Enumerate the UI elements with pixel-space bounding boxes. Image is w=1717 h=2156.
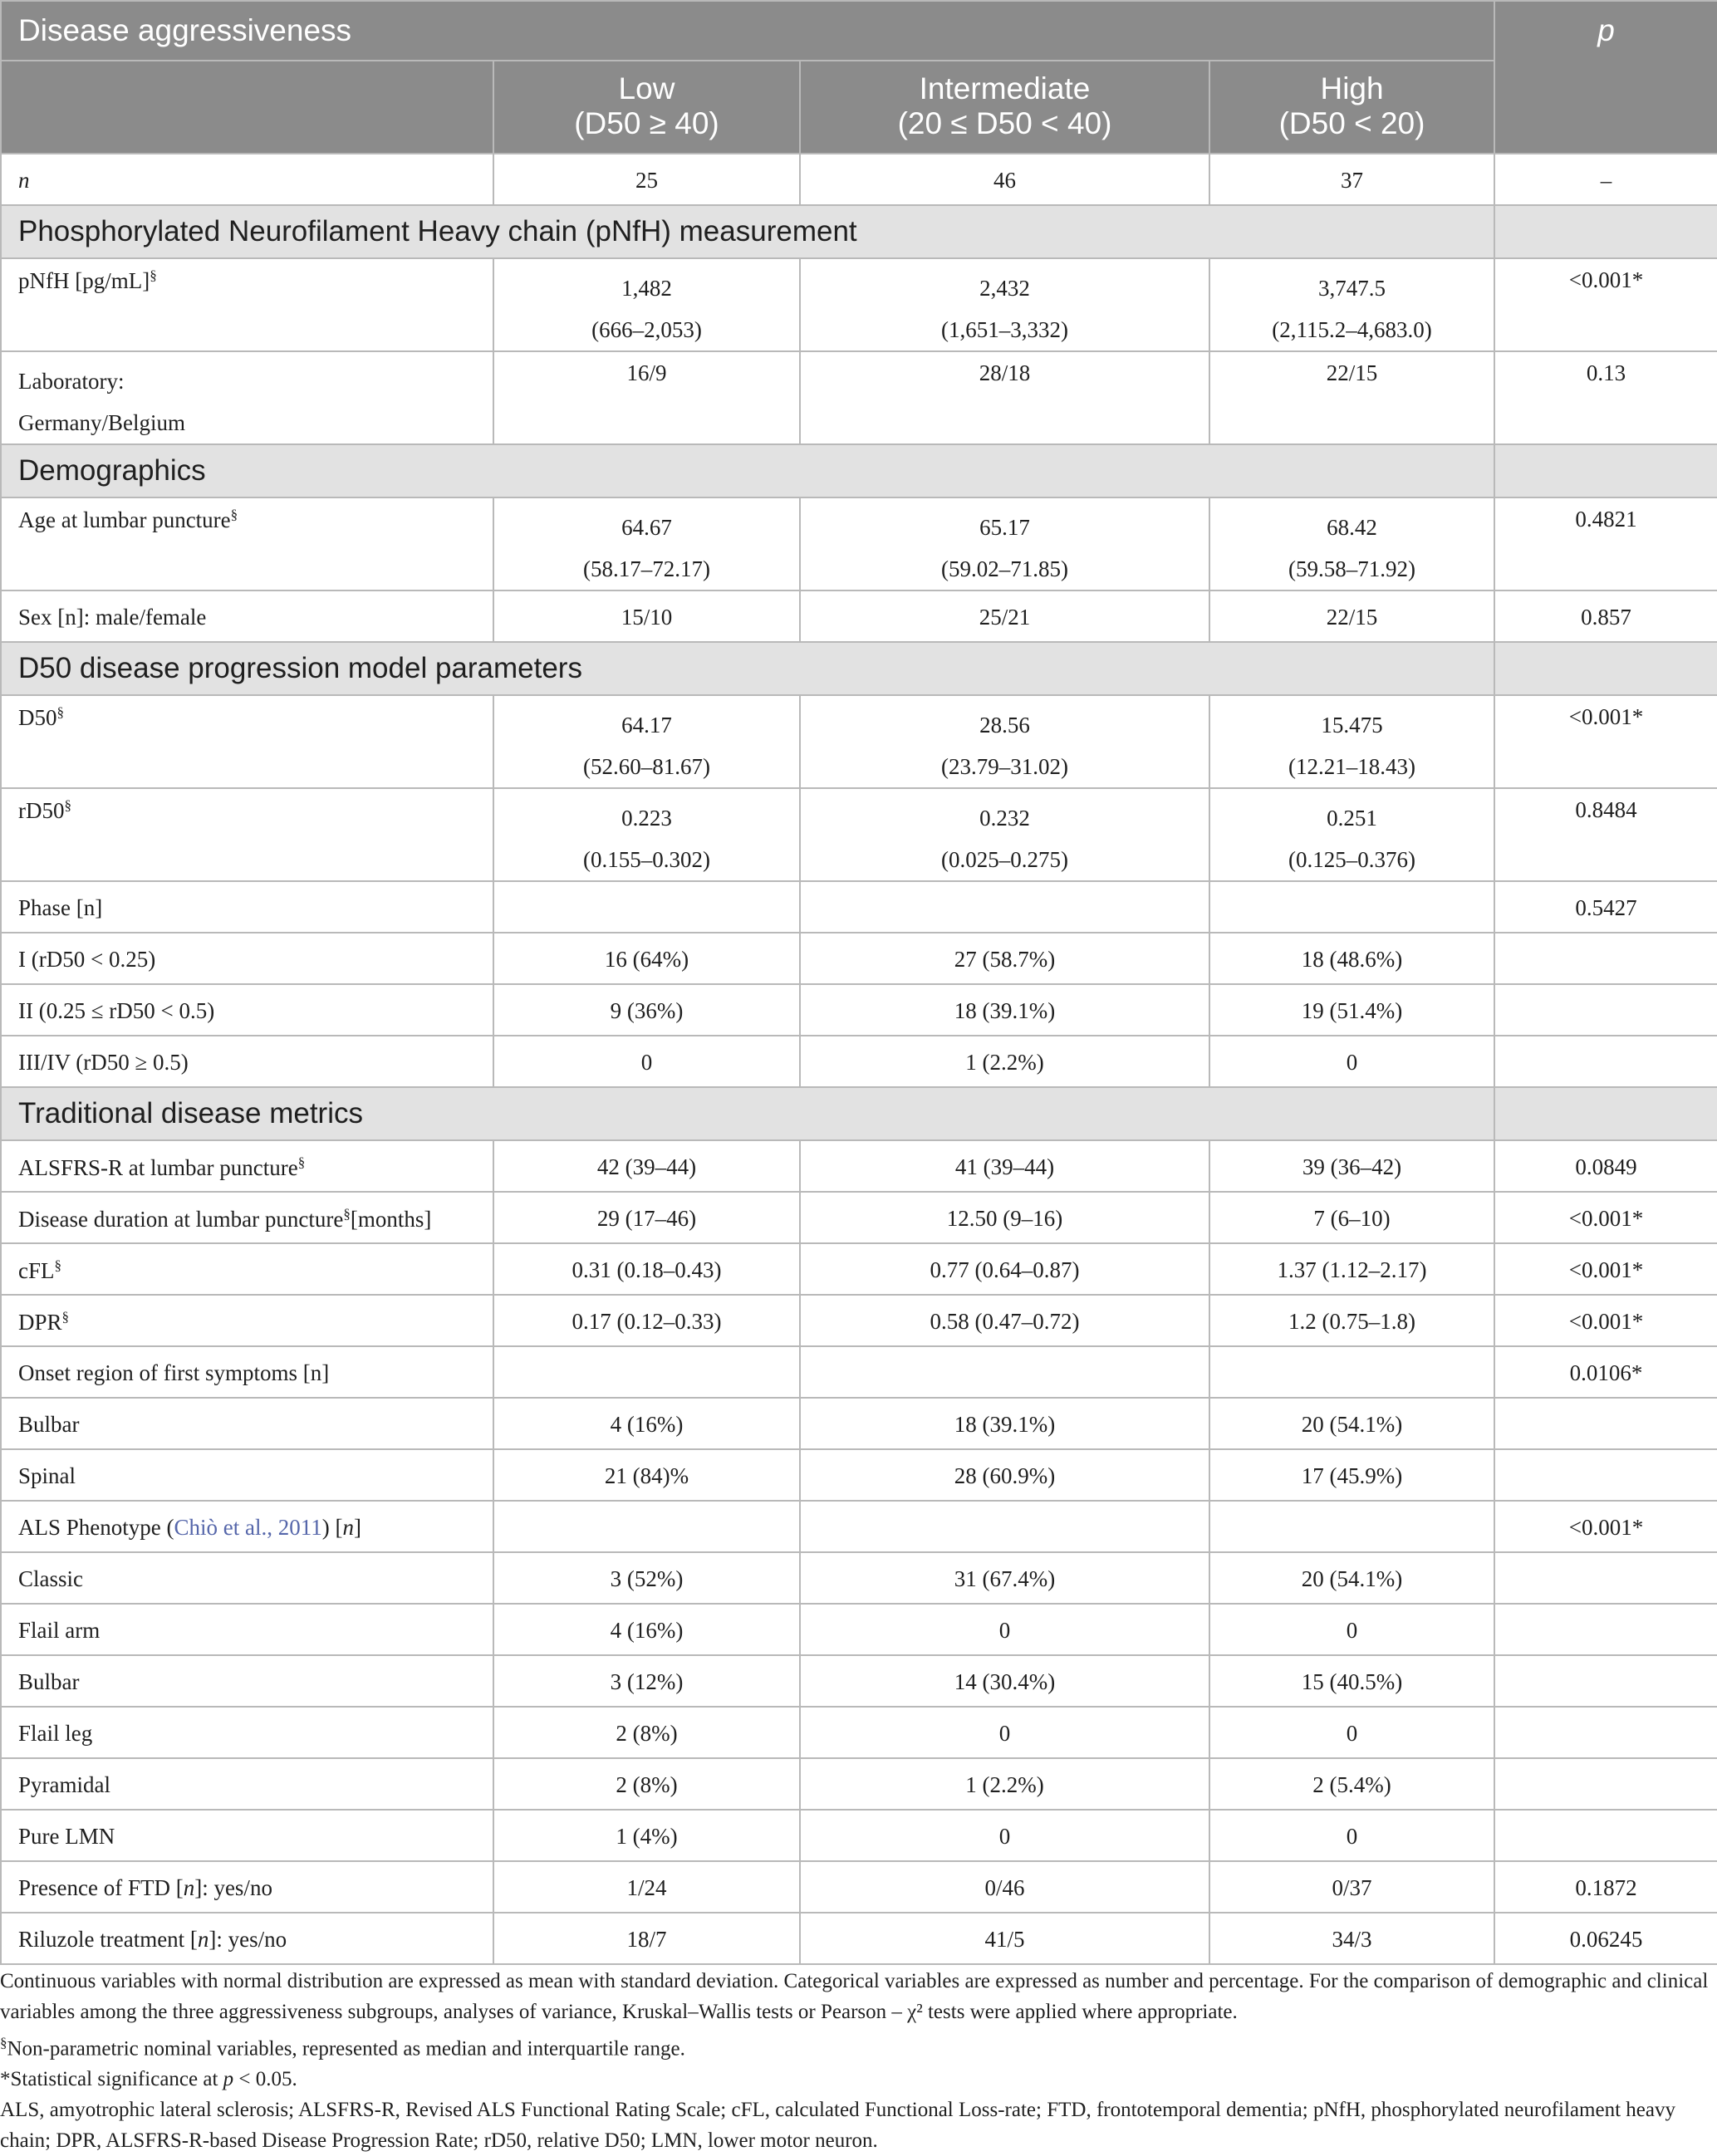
cell: 64.67 (58.17–72.17) (493, 497, 800, 590)
citation-link[interactable]: Chiò et al., 2011 (174, 1515, 322, 1540)
cell (1494, 1398, 1717, 1449)
cell: 18 (39.1%) (800, 1398, 1209, 1449)
footnote-significance: *Statistical significance at p < 0.05. (0, 2068, 297, 2091)
row-label: Bulbar (1, 1398, 493, 1449)
cell: 65.17 (59.02–71.85) (800, 497, 1209, 590)
row-label: Bulbar (1, 1655, 493, 1707)
cell: 21 (84)% (493, 1449, 800, 1501)
footnote-nonparametric: §Non-parametric nominal variables, represented as median and interquartile range. (0, 2035, 685, 2060)
cell: 4 (16%) (493, 1398, 800, 1449)
section-header-traditional (1, 1087, 1717, 1140)
cell: 0.77 (0.64–0.87) (800, 1243, 1209, 1295)
cell (493, 881, 800, 933)
cell (1494, 933, 1717, 984)
row-label: Phase [n] (1, 881, 493, 933)
cell: 0.06245 (1494, 1913, 1717, 1964)
table-row-n (1, 154, 1717, 205)
table-footnotes (0, 1966, 1711, 2156)
cell: 18 (39.1%) (800, 984, 1209, 1036)
cell (1494, 1810, 1717, 1861)
cell: 0 (800, 1707, 1209, 1758)
cell: 16/9 (493, 351, 800, 444)
cell (1494, 1655, 1717, 1707)
cell: 25/21 (800, 590, 1209, 642)
cell: <0.001* (1494, 1192, 1717, 1243)
cell: 27 (58.7%) (800, 933, 1209, 984)
row-label: rD50§ (1, 788, 493, 881)
section-blank (1494, 642, 1717, 695)
table-row-onset (1, 1346, 1717, 1398)
row-label: Classic (1, 1552, 493, 1604)
section-blank (1494, 444, 1717, 497)
section-header-demographics (1, 444, 1717, 497)
cell: 0.13 (1494, 351, 1717, 444)
cell: 22/15 (1209, 590, 1494, 642)
section-header-d50 (1, 642, 1717, 695)
row-label: Disease duration at lumbar puncture§[months] (1, 1192, 493, 1243)
row-label: Pure LMN (1, 1810, 493, 1861)
cell: 9 (36%) (493, 984, 800, 1036)
section-title: Traditional disease metrics (1, 1087, 1494, 1140)
cell: 0.17 (0.12–0.33) (493, 1295, 800, 1346)
row-label: ALS Phenotype (Chiò et al., 2011) [n] (1, 1501, 493, 1552)
header-blank (1, 61, 493, 154)
cell: 7 (6–10) (1209, 1192, 1494, 1243)
table-row-phase-3 (1, 1036, 1717, 1087)
cell: 0/37 (1209, 1861, 1494, 1913)
section-header-pnfh (1, 205, 1717, 258)
table-row-spinal (1, 1449, 1717, 1501)
cell: 16 (64%) (493, 933, 800, 984)
cell: 0/46 (800, 1861, 1209, 1913)
table-row-pure-lmn (1, 1810, 1717, 1861)
row-label: Flail leg (1, 1707, 493, 1758)
row-label: ALSFRS-R at lumbar puncture§ (1, 1140, 493, 1192)
group-header-low: Low (D50 ≥ 40) (493, 61, 800, 154)
cell: 0.0106* (1494, 1346, 1717, 1398)
cell: 14 (30.4%) (800, 1655, 1209, 1707)
cell: 0.857 (1494, 590, 1717, 642)
cell (800, 1501, 1209, 1552)
cell (1209, 1501, 1494, 1552)
cell: 28.56 (23.79–31.02) (800, 695, 1209, 788)
cell: 0.232 (0.025–0.275) (800, 788, 1209, 881)
table-row-dpr (1, 1295, 1717, 1346)
cell: 0.1872 (1494, 1861, 1717, 1913)
cell: <0.001* (1494, 1295, 1717, 1346)
table-row-bulbar-onset (1, 1398, 1717, 1449)
section-blank (1494, 205, 1717, 258)
row-label: Onset region of first symptoms [n] (1, 1346, 493, 1398)
cell: 20 (54.1%) (1209, 1552, 1494, 1604)
table-row-d50 (1, 695, 1717, 788)
cell: 28 (60.9%) (800, 1449, 1209, 1501)
cell: 25 (493, 154, 800, 205)
table-row-rd50 (1, 788, 1717, 881)
cell: 31 (67.4%) (800, 1552, 1209, 1604)
row-label: Pyramidal (1, 1758, 493, 1810)
cell: <0.001* (1494, 1501, 1717, 1552)
cell: 0 (1209, 1604, 1494, 1655)
cell (1494, 1604, 1717, 1655)
row-label: Presence of FTD [n]: yes/no (1, 1861, 493, 1913)
cell: 1,482 (666–2,053) (493, 258, 800, 351)
cell: 18 (48.6%) (1209, 933, 1494, 984)
cell: 0 (493, 1036, 800, 1087)
cell: 0.0849 (1494, 1140, 1717, 1192)
cell: 0.4821 (1494, 497, 1717, 590)
table-row-phase-2 (1, 984, 1717, 1036)
cell: 42 (39–44) (493, 1140, 800, 1192)
row-label: III/IV (rD50 ≥ 0.5) (1, 1036, 493, 1087)
cell: 0.5427 (1494, 881, 1717, 933)
cell: 64.17 (52.60–81.67) (493, 695, 800, 788)
cell: 41 (39–44) (800, 1140, 1209, 1192)
row-label: pNfH [pg/mL]§ (1, 258, 493, 351)
cell: 2,432 (1,651–3,332) (800, 258, 1209, 351)
cell: 39 (36–42) (1209, 1140, 1494, 1192)
cell: 15.475 (12.21–18.43) (1209, 695, 1494, 788)
cell (800, 1346, 1209, 1398)
cell: 15/10 (493, 590, 800, 642)
cell (1209, 881, 1494, 933)
cell: 19 (51.4%) (1209, 984, 1494, 1036)
cell: 0 (800, 1604, 1209, 1655)
table-row-classic (1, 1552, 1717, 1604)
table-row-ftd (1, 1861, 1717, 1913)
table-row-pnfh (1, 258, 1717, 351)
row-label: Riluzole treatment [n]: yes/no (1, 1913, 493, 1964)
cell: 41/5 (800, 1913, 1209, 1964)
cell: 1 (2.2%) (800, 1758, 1209, 1810)
cell: 18/7 (493, 1913, 800, 1964)
footnote-methods: Continuous variables with normal distribution are expressed as mean with standard deviation. Categorical variables are expressed as number and percentage. For the comparison of demographic and clinical variables among the three aggressiveness subgroups, analyses of variance, Kruskal–Wallis tests or Pearson – χ² tests were applied where appropriate. (0, 1970, 1709, 2023)
table-row-phenotype (1, 1501, 1717, 1552)
cell: 0.8484 (1494, 788, 1717, 881)
cell (1209, 1346, 1494, 1398)
cell: 0 (1209, 1036, 1494, 1087)
cell: 12.50 (9–16) (800, 1192, 1209, 1243)
cell: <0.001* (1494, 695, 1717, 788)
cell (493, 1501, 800, 1552)
cell: 29 (17–46) (493, 1192, 800, 1243)
table-row-duration (1, 1192, 1717, 1243)
cell (1494, 1758, 1717, 1810)
row-label: n (1, 154, 493, 205)
header-row-top (1, 1, 1717, 61)
cell: 3,747.5 (2,115.2–4,683.0) (1209, 258, 1494, 351)
cell: <0.001* (1494, 1243, 1717, 1295)
cell: 0 (1209, 1810, 1494, 1861)
row-label: Sex [n]: male/female (1, 590, 493, 642)
table-row-flail-arm (1, 1604, 1717, 1655)
cell: 1 (2.2%) (800, 1036, 1209, 1087)
row-label: D50§ (1, 695, 493, 788)
row-label: Age at lumbar puncture§ (1, 497, 493, 590)
cell: 2 (8%) (493, 1707, 800, 1758)
section-title: Demographics (1, 444, 1494, 497)
row-label: cFL§ (1, 1243, 493, 1295)
cell: 22/15 (1209, 351, 1494, 444)
cell: 0 (1209, 1707, 1494, 1758)
row-label: Spinal (1, 1449, 493, 1501)
row-label: Laboratory: Germany/Belgium (1, 351, 493, 444)
section-title: Phosphorylated Neurofilament Heavy chain (pNfH) measurement (1, 205, 1494, 258)
cell: 20 (54.1%) (1209, 1398, 1494, 1449)
cell (1494, 1552, 1717, 1604)
group-header-intermediate: Intermediate (20 ≤ D50 < 40) (800, 61, 1209, 154)
cell (1494, 984, 1717, 1036)
header-row-groups (1, 61, 1717, 154)
cell: 17 (45.9%) (1209, 1449, 1494, 1501)
table-row-cfl (1, 1243, 1717, 1295)
cell: 37 (1209, 154, 1494, 205)
cell: 1.2 (0.75–1.8) (1209, 1295, 1494, 1346)
cell: 46 (800, 154, 1209, 205)
cell: 2 (5.4%) (1209, 1758, 1494, 1810)
section-title: D50 disease progression model parameters (1, 642, 1494, 695)
cell: 28/18 (800, 351, 1209, 444)
cell: 15 (40.5%) (1209, 1655, 1494, 1707)
cell (493, 1346, 800, 1398)
group-header-high: High (D50 < 20) (1209, 61, 1494, 154)
table-row-phase-1 (1, 933, 1717, 984)
table-row-alsfrs (1, 1140, 1717, 1192)
cell: 0.223 (0.155–0.302) (493, 788, 800, 881)
cell: 0.251 (0.125–0.376) (1209, 788, 1494, 881)
cell: 1/24 (493, 1861, 800, 1913)
table-row-sex (1, 590, 1717, 642)
cell: 1.37 (1.12–2.17) (1209, 1243, 1494, 1295)
cell: 3 (52%) (493, 1552, 800, 1604)
cell: 0.58 (0.47–0.72) (800, 1295, 1209, 1346)
cell: 4 (16%) (493, 1604, 800, 1655)
row-label: I (rD50 < 0.25) (1, 933, 493, 984)
cell (1494, 1449, 1717, 1501)
cell: 68.42 (59.58–71.92) (1209, 497, 1494, 590)
table-row-riluzole (1, 1913, 1717, 1964)
cell: 1 (4%) (493, 1810, 800, 1861)
row-label: DPR§ (1, 1295, 493, 1346)
table-title: Disease aggressiveness (1, 1, 1494, 61)
table-row-laboratory (1, 351, 1717, 444)
cell (1494, 1036, 1717, 1087)
row-label: Flail arm (1, 1604, 493, 1655)
footnote-abbreviations: ALS, amyotrophic lateral sclerosis; ALSFRS-R, Revised ALS Functional Rating Scale; cFL, calculated Functional Loss-rate; FTD, frontotemporal dementia; pNfH, phosphorylated neurofilament heavy chain; DPR, ALSFRS-R-based Disease Progression Rate; rD50, relative D50; LMN, lower motor neuron. (0, 2099, 1675, 2153)
cell: 2 (8%) (493, 1758, 800, 1810)
cell: <0.001* (1494, 258, 1717, 351)
table-row-flail-leg (1, 1707, 1717, 1758)
cell: 3 (12%) (493, 1655, 800, 1707)
table-row-bulbar (1, 1655, 1717, 1707)
section-blank (1494, 1087, 1717, 1140)
cell (800, 881, 1209, 933)
cell: 0.31 (0.18–0.43) (493, 1243, 800, 1295)
cell: 34/3 (1209, 1913, 1494, 1964)
table-row-phase (1, 881, 1717, 933)
cell: 0 (800, 1810, 1209, 1861)
cell: – (1494, 154, 1717, 205)
table-row-age (1, 497, 1717, 590)
table-row-pyramidal (1, 1758, 1717, 1810)
cell (1494, 1707, 1717, 1758)
row-label: II (0.25 ≤ rD50 < 0.5) (1, 984, 493, 1036)
p-header: p (1494, 1, 1717, 154)
